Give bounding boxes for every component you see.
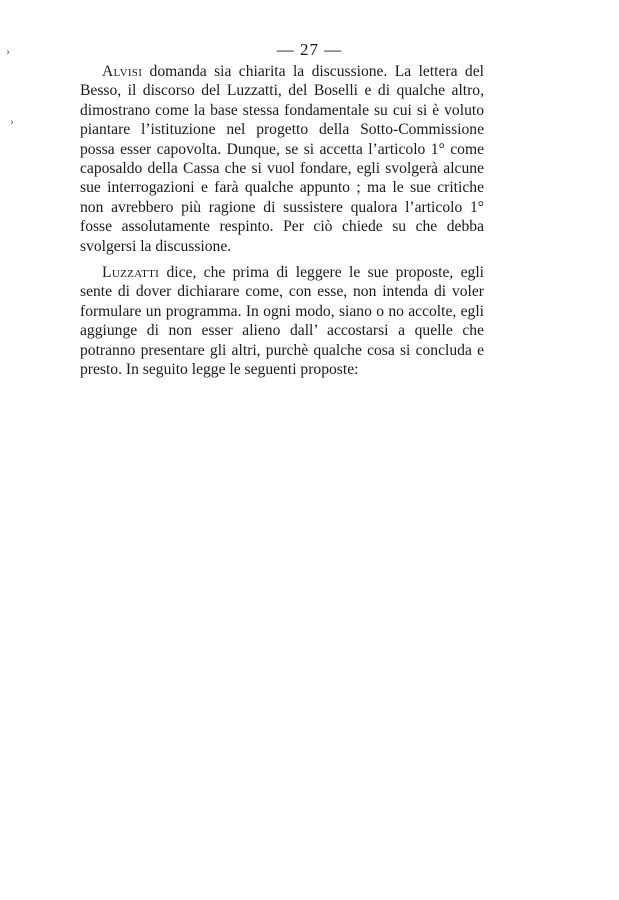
margin-speck: ›: [10, 114, 14, 128]
paragraph-luzzatti: [80, 263, 484, 379]
margin-speck: ›: [6, 44, 10, 58]
page-number: — 27 —: [276, 40, 343, 59]
paragraph-text: domanda sia chiarita la discussione. La lettera del Besso, il discorso del Luzzatti, del Boselli e di qualche altro, dimostrano come la base stessa fondamentale su cui si è voluto piantare l’istituzione nel progetto della Sotto-Commissione possa esser capovolta. Dunque, se si accetta l’articolo 1° come caposaldo della Cassa che si vuol fondare, egli svolgerà alcune sue interrogazioni e farà qualche appunto ; ma le sue critiche non avrebbero più ragione di sussistere qualora l’articolo 1° fosse assolutamente respinto. Per ciò chiede su che debba svolgersi la discussione.: [80, 63, 484, 255]
page-body: [80, 62, 484, 400]
speaker-name: Luzzatti: [102, 264, 160, 282]
speaker-name: Alvisi: [102, 63, 143, 80]
paragraph-text: dice, che prima di leggere le sue proposte, egli sente di dover dichiarare come, con esse, non intenda di voler formulare un programma. In ogni modo, siano o no accolte, egli aggiunge di non esser alieno dall’ accostarsi a quelle che potranno presentare gli altri, purchè qualche cosa si concluda e presto. In seguito legge le seguenti proposte:: [80, 264, 484, 379]
paragraph-alvisi: [80, 62, 484, 256]
